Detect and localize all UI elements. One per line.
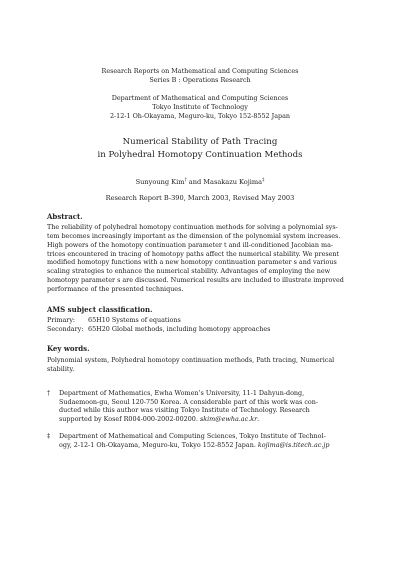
- abstract-body: [47, 223, 353, 294]
- author-name: Sunyoung Kim: [135, 178, 185, 186]
- footnote-mark: †: [47, 389, 51, 397]
- ams-secondary-row: [47, 325, 270, 334]
- abstract-line: trices encountered in tracing of homotopy paths affect the numerical stability. We present: [47, 249, 340, 258]
- footnote-line: [59, 441, 353, 450]
- department-line: Department of Mathematical and Computing Sciences: [111, 94, 289, 102]
- footnote-text: [59, 389, 353, 423]
- footnote-line: Department of Mathematical and Computing Sciences, Tokyo Institute of Technol-: [59, 432, 326, 440]
- footnote-line-text: supported by Kosef R004-000-2002-00200.: [59, 414, 198, 423]
- author-email-link[interactable]: skim@ewha.ac.kr: [199, 414, 258, 423]
- abstract-line: tem becomes increasingly important as the dimension of the polynomial system increases.: [47, 231, 341, 240]
- ams-primary-row: [47, 316, 181, 325]
- paper-title-line-1: Numerical Stability of Path Tracing: [122, 137, 278, 147]
- author-name: Masakazu Kojima: [203, 178, 263, 186]
- keywords-line: Polynomial system, Polyhedral homotopy continuation methods, Path tracing, Numerical: [47, 356, 335, 364]
- ams-primary-value: 65H10 Systems of equations: [88, 316, 181, 324]
- keywords-line: stability.: [47, 364, 75, 373]
- abstract-line: High powers of the homotopy continuation parameter t and ill-conditioned Jacobian ma-: [47, 240, 334, 249]
- institute-line: Tokyo Institute of Technology: [152, 103, 248, 111]
- footnote-line: ducted while this author was visiting Tokyo Institute of Technology. Research: [59, 406, 310, 414]
- ams-heading: AMS subject classification.: [47, 305, 153, 314]
- email-suffix: .: [257, 414, 260, 423]
- abstract-line: performance of the presented techniques.: [47, 284, 184, 293]
- report-series-subline: Series B : Operations Research: [149, 76, 251, 84]
- footnote-1: [47, 389, 353, 433]
- abstract-line: homotopy parameter s are discussed. Numerical results are included to illustrate improved: [47, 276, 344, 285]
- abstract-line: The reliability of polyhedral homotopy continuation methods for solving a polynomial sys-: [47, 223, 338, 231]
- abstract-line: scaling strategies to enhance the numerical stability. Advantages of employing the new: [47, 267, 331, 276]
- ams-primary-label: Primary:: [47, 316, 76, 324]
- report-info: Research Report B-390, March 2003, Revised May 2003: [105, 194, 295, 202]
- abstract-heading: Abstract.: [47, 212, 83, 221]
- keywords-body: [47, 356, 353, 374]
- footnote-line-text: ogy, 2-12-1 Oh-Okayama, Meguro-ku, Tokyo 152-8552 Japan.: [59, 440, 256, 449]
- keywords-heading: Key words.: [47, 344, 90, 353]
- footnote-mark: ‡: [47, 432, 51, 440]
- author-email-link[interactable]: kojima@is.titech.ac.jp: [257, 440, 330, 449]
- author-conjunction: and: [186, 178, 204, 186]
- author-line: [0, 177, 400, 186]
- footnote-line: Department of Mathematics, Ewha Women’s University, 11-1 Dahyun-dong,: [59, 389, 305, 397]
- footnote-2: [47, 432, 353, 452]
- ams-secondary-value: 65H20 Global methods, including homotopy approaches: [88, 325, 271, 333]
- footnote-mark: ‡: [262, 178, 265, 183]
- footnote-line: [59, 415, 353, 424]
- abstract-line: modified homotopy functions with a new homotopy continuation parameter s and various: [47, 258, 337, 267]
- paper-title-line-2: in Polyhedral Homotopy Continuation Methods: [97, 150, 303, 160]
- footnote-mark: †: [184, 178, 187, 183]
- ams-secondary-label: Secondary:: [47, 325, 84, 333]
- footnote-text: [59, 432, 353, 449]
- footnote-line: Sudaemoon-gu, Seoul 120-750 Korea. A considerable part of this work was con-: [59, 397, 319, 406]
- address-line: 2-12-1 Oh-Okayama, Meguro-ku, Tokyo 152-8552 Japan: [109, 112, 291, 120]
- report-series-line: Research Reports on Mathematical and Computing Sciences: [101, 67, 299, 75]
